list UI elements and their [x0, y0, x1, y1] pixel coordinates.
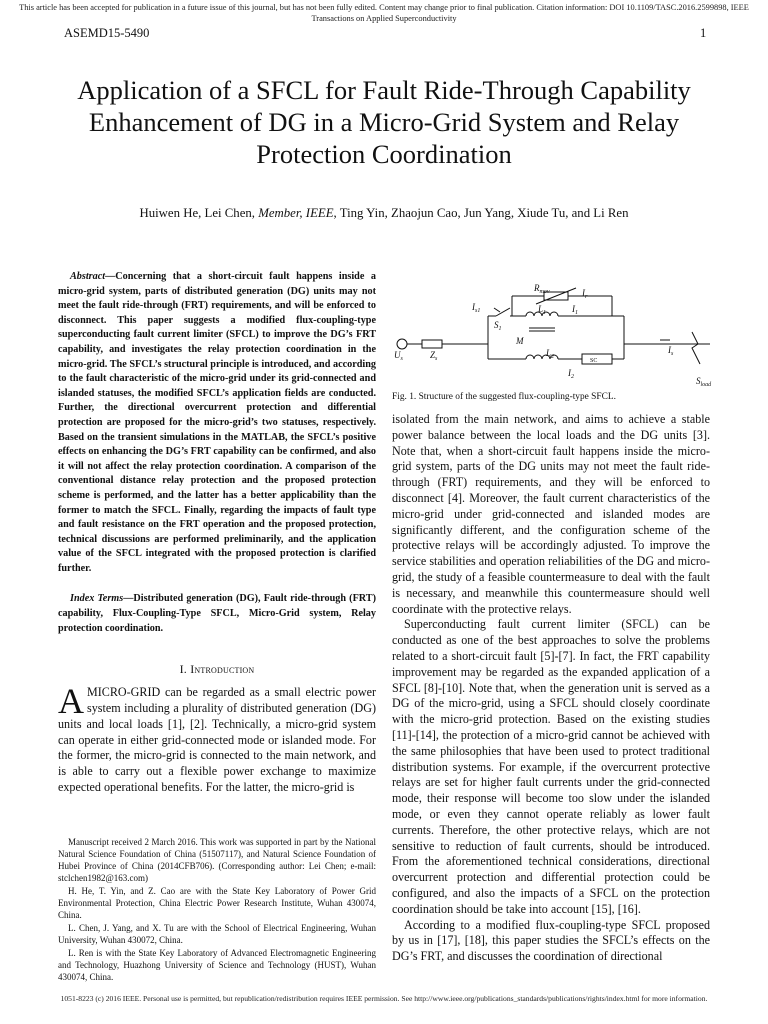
label-m: M: [516, 336, 524, 346]
paper-title: Application of a SFCL for Fault Ride-Through Capability Enhancement of DG in a Micro-Grid System and Relay Protection Coordination: [77, 75, 691, 169]
authors-member: Member, IEEE: [258, 206, 334, 220]
abstract: [58, 270, 376, 576]
label-l2: $L_2$: [546, 348, 555, 360]
label-sload: $S_{load}$: [696, 376, 712, 388]
label-is1: $I_{s1}$: [472, 302, 481, 314]
figure-caption: Fig. 1. Structure of the suggested flux-coupling-type SFCL.: [392, 392, 616, 402]
body-paragraph-3: According to a modified flux-coupling-type SFCL proposed by us in [17], [18], this paper studies the SFCL’s effects on the DG’s FRT, and discusses the coordination of directional: [392, 917, 710, 964]
switch-s1: [496, 308, 510, 316]
copyright-notice: 1051-8223 (c) 2016 IEEE. Personal use is permitted, but republication/redistribution requires IEEE permission. See http://www.ieee.org/publications_standards/publications/rights/index.html for more information.: [60, 994, 708, 1003]
authors-part2: , Ting Yin, Zhaojun Cao, Jun Yang, Xiude Tu, and Li Ren: [333, 206, 629, 220]
label-zs: $Z_s$: [430, 350, 438, 362]
source-impedance: [422, 340, 442, 348]
label-sc: SC: [590, 358, 598, 364]
footnote-affiliation-1: H. He, T. Yin, and Z. Cao are with the State Key Laboratory of Power Grid Environmental Protection, China Electric Power Research Institute, Wuhan 430074, China.: [58, 886, 376, 920]
fault-symbol: [692, 332, 700, 364]
label-rmov: $R_{mov}$: [534, 283, 550, 295]
author-list: [40, 206, 728, 221]
footnote-funding: Manuscript received 2 March 2016. This work was supported in part by the National Natural Science Foundation of China (51507117), and Natural Science Foundation of Hubei Province of China (2014CFB706). (Corresponding author: Lei Chen; e-mail: stclchen1982@163.com): [58, 837, 376, 883]
index-terms: [58, 592, 376, 636]
section-number: I.: [179, 662, 188, 677]
label-ir: $I_r$: [582, 288, 588, 300]
label-i1: $I_1$: [572, 304, 578, 316]
left-column: [58, 270, 376, 796]
authors-part1: Huiwen He, Lei Chen,: [139, 206, 259, 220]
publication-notice: This article has been accepted for publication in a future issue of this journal, but has not been fully edited. Content may change prior to final publication. Citation information: DOI 10.1109/TASC.2016.2599898, IEEE Transactions on Applied Superconductivity: [19, 3, 749, 23]
label-is: $I_s$: [668, 345, 674, 357]
page-number: 1: [700, 26, 707, 40]
drop-cap: A: [58, 681, 84, 722]
section-heading: [58, 662, 376, 677]
abstract-label: Abstract: [70, 271, 106, 282]
body-paragraph-1: isolated from the main network, and aims to achieve a stable power balance between the local loads and the DG units [3]. Note that, when a short-circuit fault happens inside the micro-grid system, parts of the DG units may not meet the fault ride-through (FRT) requirements, and they will be enforced to disconnect [4]. Moreover, the fault current characteristics of the micro-grid under grid-connected and islanded modes are significantly different, and the configuration scheme of the protective relays will be accordingly adjusted. To improve the service stabilities and operation reliabilities of the DG and micro-grid, the study of a feasible countermeasure to deal with the fault is necessary, and meanwhile this countermeasure should well coordinate with the protective relays.: [392, 412, 710, 616]
manuscript-id: ASEMD15-5490: [64, 26, 150, 40]
label-i2: $I_2$: [568, 368, 574, 380]
intro-paragraph: [58, 681, 376, 796]
index-terms-text: —Distributed generation (DG), Fault ride-through (FRT) capability, Flux-Coupling-Type SFCL, Micro-Grid system, Relay protection coordination.: [58, 593, 376, 634]
footnote-affiliation-3: L. Ren is with the State Key Laboratory of Advanced Electromagnetic Engineering and Technology, Huazhong University of Science and Technology (HUST), Wuhan 430074, China.: [58, 948, 376, 982]
label-s1: $S_1$: [494, 320, 502, 332]
intro-text: MICRO-GRID can be regarded as a small electric power system including a plurality of distributed generation (DG) units and local loads [1], [2]. Technically, a micro-grid system can operate in either grid-connected mode or islanded mode. For the former, the micro-grid is connected to the main network, and is able to carry out a flexible power exchange to maximize expected operational benefits. For the latter, the micro-grid is: [58, 685, 376, 795]
sfcl-circuit-diagram: [392, 282, 718, 392]
footnote-affiliation-2: L. Chen, J. Yang, and X. Tu are with the School of Electrical Engineering, Wuhan University, Wuhan 430072, China.: [58, 923, 376, 945]
right-column: [392, 412, 710, 965]
label-us: $U_s$: [394, 350, 403, 362]
abstract-text: —Concerning that a short-circuit fault happens inside a micro-grid system, parts of distributed generation (DG) units may not meet the fault ride-through (FRT) requirements, and will be enforced to disconnect. This paper suggests a modified flux-coupling-type superconducting fault current limiter (SFCL) to improve the DG’s FRT capability, and investigates the relay protection coordination in the micro-grid. The SFCL’s structural principle is introduced, and according to the fault characteristic of the micro-grid under its grid-connected and islanded statuses, the modified SFCL’s application fields are conducted. Further, the directional overcurrent protection and differential protection are proposed for the micro-grid’s two statuses, respectively. Based on the transient simulations in the MATLAB, the SFCL’s positive effects on enhancing the DG’s FRT capability can be confirmed, and also it will not affect the relay protection coordination. A comparison of the conventional distance relay protection and the proposed protection scheme is performed, and the latter has a better applicability than the former to match the SFCL. Finally, regarding the impacts of fault type and fault resistance on the FRT operation and the proposed protection, technical discussions are performed preliminarily, and the application value of the SFCL integrated with the proposed protection is clarified further.: [58, 271, 376, 574]
footnote: [58, 836, 376, 984]
index-terms-label: Index Terms: [70, 593, 124, 605]
section-title: Introduction: [190, 662, 255, 677]
source-symbol: [397, 339, 407, 349]
label-l1: $L_1$: [538, 304, 547, 316]
body-paragraph-2: Superconducting fault current limiter (SFCL) can be conducted as one of the best approaches to solve the problems related to a short-circuit fault [5]-[7]. In fact, the FRT capability improvement may be regarded as the expanded application of a SFCL [8]-[10]. Note that, when the generation unit is served as a DG of the micro-grid, using a SFCL should closely coordinate with the micro-grid protection. Based on the existing studies [11]-[14], the protection of a micro-grid cannot be achieved with the same philosophies that have been used to protect traditional distribution systems. For example, if the overcurrent protective relays are set for higher fault currents under the grid-connected mode, their response will become too slow under the islanded mode, or even they cannot operate reliably as lower fault currents. Therefore, the other protective relays, which are not sensitive to reduction of fault currents, should be introduced. From the aforementioned technical considerations, directional overcurrent protection and differential protection could be configured, and also the impacts of a SFCL on the protection coordination should be take into account [15], [16].: [392, 617, 710, 916]
